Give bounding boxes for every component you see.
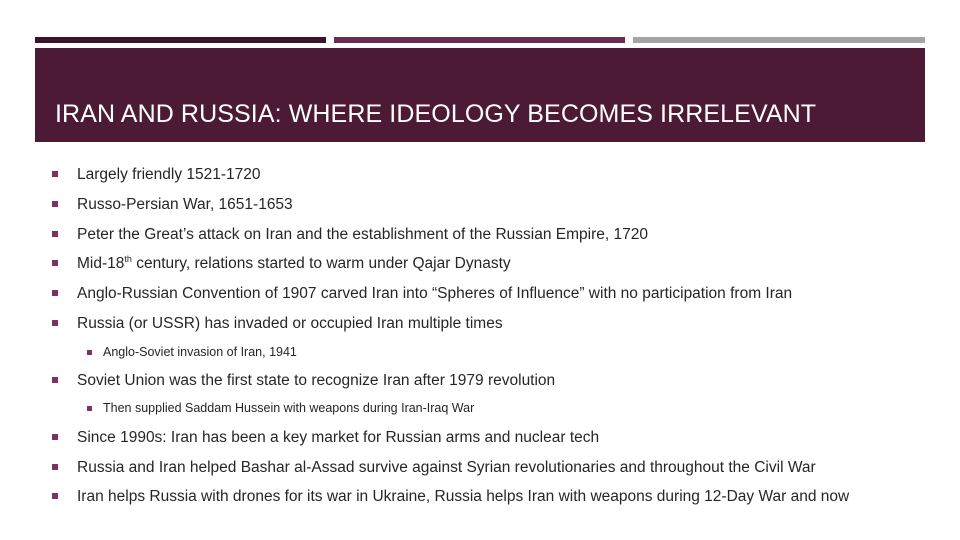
bullet-item	[52, 372, 555, 390]
bullet-text: Since 1990s: Iran has been a key market for Russian arms and nuclear tech	[77, 429, 600, 446]
bullet-item	[52, 255, 511, 273]
bullet-marker-icon	[52, 377, 58, 383]
bullet-text: Mid-18th century, relations started to warm under Qajar Dynasty	[77, 253, 511, 272]
bullet-text: Soviet Union was the first state to recognize Iran after 1979 revolution	[77, 372, 556, 389]
slide-title: IRAN AND RUSSIA: WHERE IDEOLOGY BECOMES IRRELEVANT	[55, 100, 817, 128]
bullet-marker-icon	[87, 350, 92, 355]
bullet-item	[52, 488, 849, 506]
bullet-text: Iran helps Russia with drones for its war in Ukraine, Russia helps Iran with weapons during 12-Day War and now	[77, 488, 850, 505]
sub-bullet-item	[87, 401, 474, 415]
bullet-marker-icon	[52, 231, 58, 237]
bullet-text: Anglo-Russian Convention of 1907 carved Iran into “Spheres of Influence” with no participation from Iran	[77, 285, 793, 302]
bullet-item	[52, 226, 648, 244]
bullet-text: Russia (or USSR) has invaded or occupied Iran multiple times	[77, 315, 503, 332]
bullet-text: Anglo-Soviet invasion of Iran, 1941	[103, 345, 297, 359]
bullet-marker-icon	[52, 493, 58, 499]
bullet-marker-icon	[52, 464, 58, 470]
bullet-text: Peter the Great’s attack on Iran and the establishment of the Russian Empire, 1720	[77, 226, 648, 243]
bullet-marker-icon	[52, 201, 58, 207]
sub-bullet-item	[87, 345, 297, 359]
bullet-marker-icon	[87, 406, 92, 411]
bullet-marker-icon	[52, 320, 58, 326]
bullet-item	[52, 285, 792, 303]
bullet-marker-icon	[52, 290, 58, 296]
bullet-marker-icon	[52, 434, 58, 440]
bullet-item	[52, 459, 816, 477]
bullet-item	[52, 315, 503, 333]
bullet-item	[52, 429, 599, 447]
bullet-text: Russo-Persian War, 1651-1653	[77, 196, 293, 213]
bullet-marker-icon	[52, 171, 58, 177]
bullet-text: Then supplied Saddam Hussein with weapons during Iran-Iraq War	[103, 401, 475, 415]
bullet-item	[52, 196, 293, 214]
bullet-text: Largely friendly 1521-1720	[77, 166, 261, 183]
bullet-item	[52, 166, 261, 184]
bullet-text: Russia and Iran helped Bashar al-Assad survive against Syrian revolutionaries and throughout the Civil War	[77, 459, 816, 476]
bullet-marker-icon	[52, 260, 58, 266]
